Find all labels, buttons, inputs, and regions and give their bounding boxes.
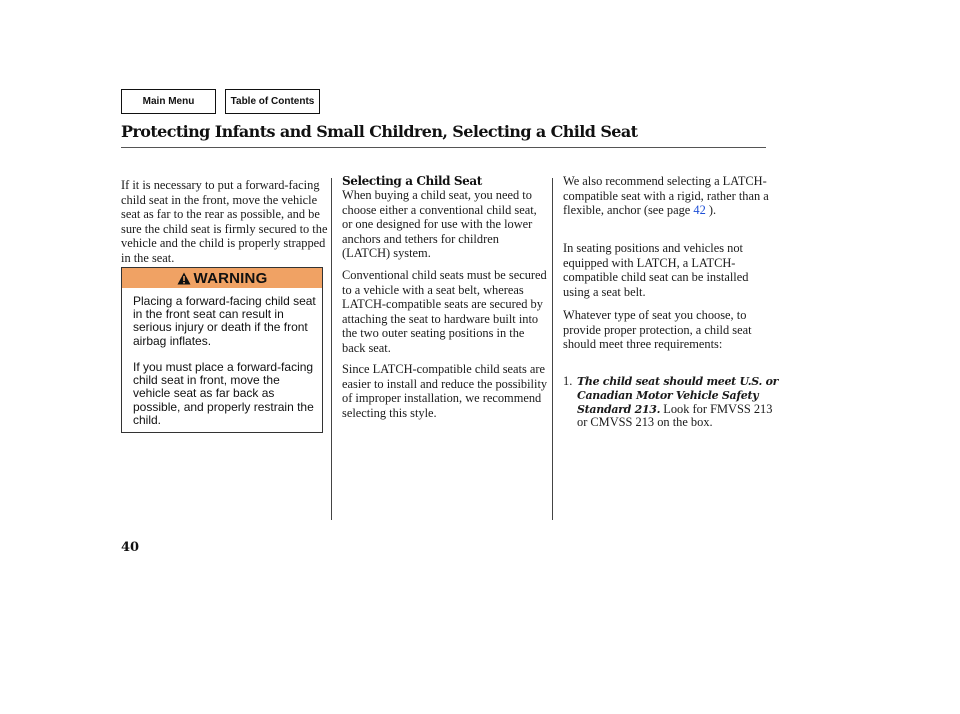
main-menu-button[interactable]: Main Menu [121,89,216,114]
table-of-contents-button[interactable]: Table of Contents [225,89,320,114]
column-divider-2 [552,178,553,520]
warning-triangle-icon [177,272,191,285]
column-divider-1 [331,178,332,520]
warning-paragraph-2: If you must place a forward-facing child seat in front, move the vehicle seat as far back as possible, and properly restrain the child. [133,360,314,427]
requirement-emphasis: The child seat should meet U.S. or Canadian Motor Vehicle Safety Standard 213. [577,375,779,416]
section-heading: Selecting a Child Seat [342,174,482,188]
col2-paragraph-1: When buying a child seat, you need to choose either a conventional child seat, or one designed for use with the lower anchors and tethers for children (LATCH) system. [342,188,537,261]
col3-paragraph-1: We also recommend selecting a LATCH-compatible seat with a rigid, rather than a flexible, anchor (see page 42 ). [563,174,769,218]
requirement-number: 1. [563,374,573,388]
requirement-text: Look for FMVSS 213 or CMVSS 213 on the box. [577,401,773,430]
page-title: Protecting Infants and Small Children, Selecting a Child Seat [121,122,638,141]
col3-paragraph-3: Whatever type of seat you choose, to provide proper protection, a child seat should meet three requirements: [563,308,752,352]
page-link[interactable]: 42 [693,203,706,218]
intro-paragraph: If it is necessary to put a forward-facing child seat in the front, move the vehicle seat as far to the rear as possible, and be sure the child seat is firmly secured to the vehicle and the child is properly strapped in the seat. [121,178,328,265]
col3-paragraph-2: In seating positions and vehicles not equipped with LATCH, a LATCH-compatible child seat can be installed using a seat belt. [563,241,749,299]
title-divider [121,147,766,148]
page-number: 40 [121,540,140,555]
warning-box [121,267,323,433]
col2-paragraph-2: Conventional child seats must be secured to a vehicle with a seat belt, whereas LATCH-compatible seats are secured by attaching the seat to hardware built into the two outer seating positions in the back seat. [342,268,547,355]
warning-header [122,268,322,288]
col2-paragraph-3: Since LATCH-compatible child seats are easier to install and reduce the possibility of improper installation, we recommend selecting this style. [342,362,548,420]
warning-paragraph-1: Placing a forward-facing child seat in the front seat can result in serious injury or death if the front airbag inflates. [133,294,316,348]
warning-title: WARNING [193,269,268,287]
